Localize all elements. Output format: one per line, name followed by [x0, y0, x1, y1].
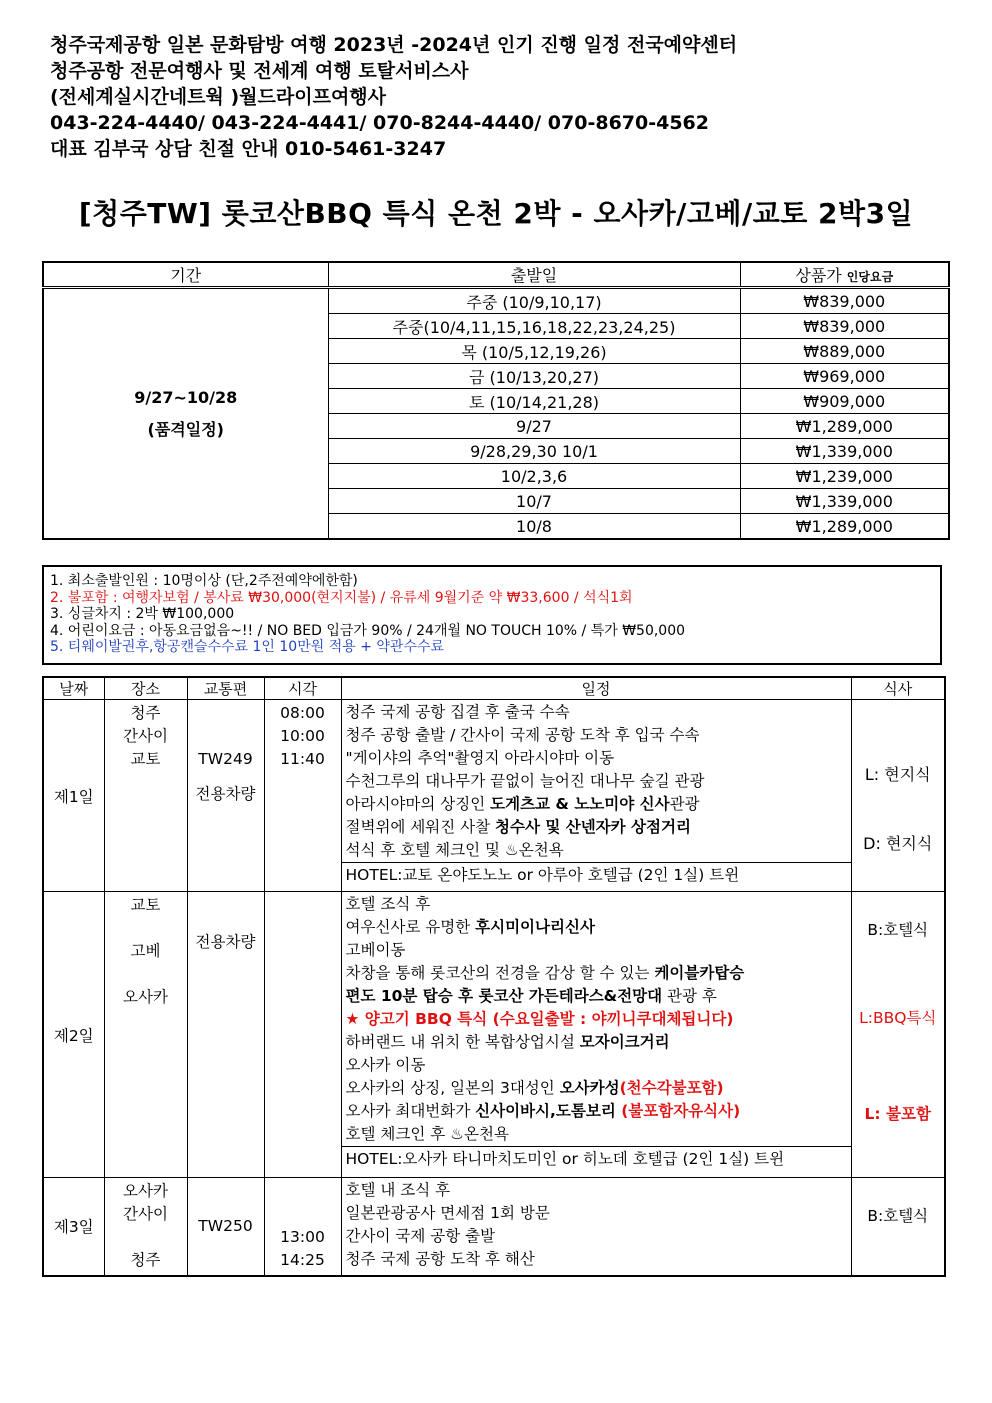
- flight-number: TW250: [198, 1217, 253, 1236]
- place: 오사카: [123, 988, 168, 1006]
- price-cell: ₩889,000: [740, 339, 949, 364]
- day2-times: [264, 892, 341, 1178]
- meal-item: L:BBQ특식: [859, 1009, 937, 1027]
- note-item: 3. 싱글차지 : 2박 ₩100,000: [50, 606, 235, 622]
- day3-label: 제3일: [43, 1178, 104, 1276]
- schedule-item: 청주 국제 공항 도착 후 해산: [345, 1250, 535, 1268]
- schedule-item: 절벽위에 세워진 사찰 청수사 및 산넨자카 상점거리: [345, 818, 691, 836]
- schedule-item: 하버랜드 내 위치 한 복합상업시설 모자이크거리: [345, 1033, 670, 1051]
- departure-cell: 9/27: [328, 414, 740, 439]
- note-item: 2. 불포함 : 여행자보험 / 봉사료 ₩30,000(현지지불) / 유류세 9월기준 약 ₩33,600 / 석식1회: [50, 589, 633, 606]
- meal-item: D: 현지식: [863, 834, 933, 853]
- place: 교토: [130, 750, 161, 768]
- departure-cell: 10/2,3,6: [328, 464, 740, 489]
- place: 간사이: [123, 1205, 168, 1223]
- departure-cell: 금 (10/13,20,27): [328, 364, 740, 389]
- place: 청주: [130, 704, 161, 722]
- schedule-item: 일본관광공사 면세점 1회 방문: [345, 1204, 550, 1222]
- header-time: 시각: [264, 677, 341, 700]
- schedule-item: 편도 10분 탑승 후 롯코산 가든테라스&전망대 관광 후: [345, 987, 717, 1005]
- day3-places: [104, 1178, 187, 1276]
- schedule-item: 아라시야마의 상징인 도게츠교 & 노노미야 신사관광: [345, 795, 700, 813]
- time: 08:00: [280, 704, 325, 722]
- day3-meals: [851, 1178, 945, 1276]
- schedule-item: "게이샤의 추억"촬영지 아라시야마 이동: [345, 749, 615, 767]
- schedule-item: 차창을 통해 롯코산의 전경을 감상 할 수 있는 케이블카탑승: [345, 964, 745, 982]
- departure-cell: 10/8: [328, 514, 740, 540]
- schedule-item: 수천그루의 대나무가 끝없이 늘어진 대나무 숲길 관광: [345, 772, 705, 790]
- hotel-info: HOTEL:오사카 타니마치도미인 or 히노데 호텔급 (2인 1실) 트윈: [342, 1146, 851, 1171]
- schedule-item: 호텔 조식 후: [345, 895, 431, 913]
- price-cell: ₩909,000: [740, 389, 949, 414]
- period-note: (품격일정): [147, 419, 224, 439]
- hotel-info: HOTEL:교토 온야도노노 or 아루아 호텔급 (2인 1실) 트윈: [342, 862, 851, 887]
- price-cell: ₩839,000: [740, 288, 949, 314]
- time: 14:25: [280, 1251, 325, 1269]
- transport-mode: 전용차량: [195, 933, 256, 951]
- day2-meals: [851, 892, 945, 1178]
- schedule-item-special: ★ 양고기 BBQ 특식 (수요일출발 : 야끼니쿠대체됩니다): [345, 1010, 734, 1028]
- note-item: 1. 최소출발인원 : 10명이상 (단,2주전예약에한함): [50, 573, 358, 589]
- price-cell: ₩1,339,000: [740, 489, 949, 514]
- price-cell: ₩969,000: [740, 364, 949, 389]
- place: 고베: [130, 942, 161, 960]
- schedule-item: 청주 국제 공항 집결 후 출국 수속: [345, 703, 570, 721]
- period-cell: [43, 288, 328, 540]
- day2-places: [104, 892, 187, 1178]
- header-line: (전세계실시간네트웍 )월드라이프여행사: [50, 86, 387, 108]
- time: 10:00: [280, 727, 325, 745]
- day3-times: [264, 1178, 341, 1276]
- time: 11:40: [280, 750, 325, 768]
- flight-number: TW249: [198, 750, 253, 768]
- header-place: 장소: [104, 677, 187, 700]
- header-price-label: 상품가: [795, 266, 842, 285]
- header-phone-line: 043-224-4440/ 043-224-4441/ 070-8244-4440/ 070-8670-4562: [50, 112, 709, 134]
- note-item: 5. 티웨이발권후,항공캔슬수수료 1인 10만원 적용 + 약관수수료: [50, 639, 445, 655]
- meal-item: L: 현지식: [864, 765, 931, 784]
- price-cell: ₩1,289,000: [740, 514, 949, 540]
- place: 교토: [130, 896, 161, 914]
- header-period: 기간: [43, 262, 328, 288]
- schedule-item: 여우신사로 유명한 후시미이나리신사: [345, 918, 595, 936]
- time: 13:00: [280, 1228, 325, 1246]
- price-cell: ₩1,289,000: [740, 414, 949, 439]
- schedule-item: 호텔 내 조식 후: [345, 1181, 451, 1199]
- note-item: 4. 어린이요금 : 아동요금없음~!! / NO BED 입금가 90% / 24개월 NO TOUCH 10% / 특가 ₩50,000: [50, 622, 686, 639]
- schedule-item: 석식 후 호텔 체크인 및 ♨온천욕: [345, 841, 564, 859]
- agency-header: [50, 32, 737, 162]
- day2-label: 제2일: [43, 892, 104, 1178]
- header-contact-line: 대표 김부국 상담 친절 안내 010-5461-3247: [50, 138, 447, 160]
- tour-title: [청주TW] 롯코산BBQ 특식 온천 2박 - 오사카/고베/교토 2박3일: [78, 197, 914, 230]
- header-line: 청주공항 전문여행사 및 전세계 여행 토탈서비스사: [50, 60, 469, 82]
- day1-meals: [851, 700, 945, 892]
- transport-mode: 전용차량: [195, 785, 256, 803]
- schedule-item: 청주 공항 출발 / 간사이 국제 공항 도착 후 입국 수속: [345, 726, 700, 744]
- departure-cell: 주중 (10/9,10,17): [328, 288, 740, 314]
- schedule-item: 오사카 이동: [345, 1056, 426, 1074]
- departure-cell: 주중(10/4,11,15,16,18,22,23,24,25): [328, 314, 740, 339]
- day3-schedule: [341, 1178, 851, 1276]
- day1-label: 제1일: [43, 700, 104, 892]
- header-meal: 식사: [851, 677, 945, 700]
- notes-box: [42, 565, 942, 665]
- schedule-item: 고베이동: [345, 941, 406, 959]
- day1-times: [264, 700, 341, 892]
- meal-item: B:호텔식: [867, 921, 929, 939]
- day2-transport: [187, 892, 264, 1178]
- place: 청주: [130, 1251, 161, 1269]
- day1-places: [104, 700, 187, 892]
- header-price: [740, 262, 949, 288]
- itinerary-table: [42, 676, 946, 1277]
- departure-cell: 목 (10/5,12,19,26): [328, 339, 740, 364]
- schedule-item: 간사이 국제 공항 출발: [345, 1227, 496, 1245]
- header-line: 청주국제공항 일본 문화탐방 여행 2023년 -2024년 인기 진행 일정 전국예약센터: [50, 34, 738, 56]
- schedule-item: 오사카 최대번화가 신사이바시,도톰보리 (불포함자유식사): [345, 1102, 741, 1120]
- schedule-item: 호텔 체크인 후 ♨온천욕: [345, 1125, 509, 1143]
- price-cell: ₩1,239,000: [740, 464, 949, 489]
- header-schedule: 일정: [341, 677, 851, 700]
- header-day: 날짜: [43, 677, 104, 700]
- meal-item: L: 불포함: [864, 1105, 931, 1123]
- departure-cell: 10/7: [328, 489, 740, 514]
- place: 간사이: [123, 727, 168, 745]
- price-table: [42, 261, 950, 540]
- place: 오사카: [123, 1182, 168, 1200]
- header-price-note: 인당요금: [846, 270, 894, 284]
- day2-schedule: [341, 892, 851, 1178]
- departure-cell: 토 (10/14,21,28): [328, 389, 740, 414]
- price-cell: ₩1,339,000: [740, 439, 949, 464]
- meal-item: B:호텔식: [867, 1207, 929, 1225]
- header-transport: 교통편: [187, 677, 264, 700]
- schedule-item: 오사카의 상징, 일본의 3대성인 오사카성(천수각불포함): [345, 1079, 724, 1097]
- price-cell: ₩839,000: [740, 314, 949, 339]
- departure-cell: 9/28,29,30 10/1: [328, 439, 740, 464]
- header-departure: 출발일: [328, 262, 740, 288]
- day1-transport: [187, 700, 264, 892]
- day3-transport: [187, 1178, 264, 1276]
- period-dates: 9/27~10/28: [134, 387, 238, 407]
- day1-schedule: [341, 700, 851, 892]
